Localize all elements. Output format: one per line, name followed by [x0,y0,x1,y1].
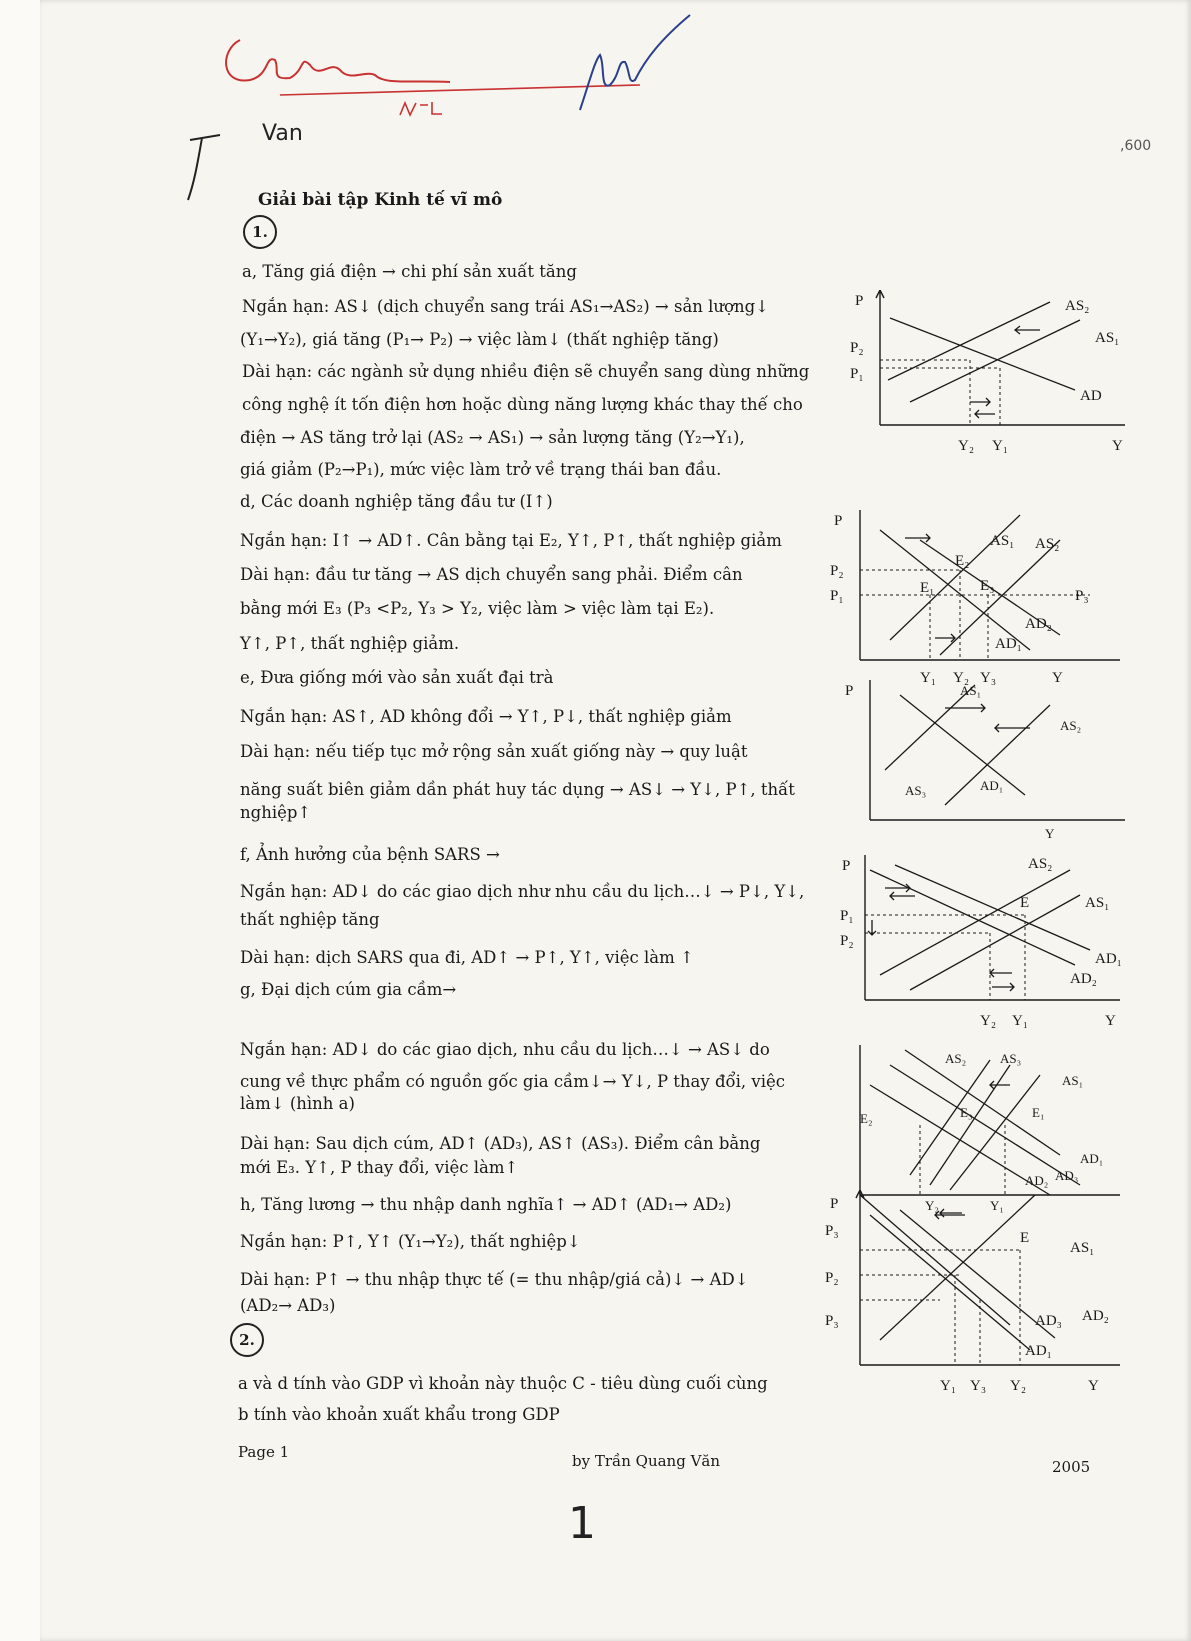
label-p2: P₂ [850,340,864,356]
label-ad2: AD₂ [1082,1308,1109,1324]
label-as2: AS₂ [1028,856,1053,872]
label-e: E [1020,1230,1030,1246]
text-line: mới E₃. Y↑, P thay đổi, việc làm↑ [240,1158,519,1177]
label-as1: AS₁ [1095,330,1120,346]
label-as1: AS₁ [1070,1240,1095,1256]
text-line: nghiệp↑ [240,803,312,822]
label-y1: Y₁ [992,438,1009,454]
graph-3 [845,680,1135,840]
label-y: Y [1088,1378,1099,1394]
text-line: Ngắn hạn: AS↑, AD không đổi → Y↑, P↓, thất nghiệp giảm [240,707,732,726]
label-e2: E₂ [860,1111,873,1126]
label-e3: E₃ [980,578,995,594]
label-ad1: AD₁ [995,636,1022,652]
label-ad2: AD₂ [1025,616,1052,632]
label-p2: P₂ [830,563,844,579]
red-signature-scribble [226,40,450,82]
text-line: Ngắn hạn: P↑, Y↑ (Y₁→Y₂), thất nghiệp↓ [240,1232,581,1251]
label-e2: E₂ [955,553,970,569]
text-line: b tính vào khoản xuất khẩu trong GDP [238,1405,560,1424]
label-e3: E₃ [960,1105,973,1120]
text-line: (AD₂→ AD₃) [240,1296,336,1315]
footer-author: by Trần Quang Văn [572,1452,721,1470]
label-ad3: AD₃ [1035,1313,1062,1329]
text-line: Dài hạn: các ngành sử dụng nhiều điện sẽ chuyển sang dùng những [242,362,810,381]
question-1-number: 1. [243,215,277,249]
label-y3: Y₃ [970,1378,987,1394]
text-line: a và d tính vào GDP vì khoản này thuộc C - tiêu dùng cuối cùng [238,1374,768,1393]
question-2-number: 2. [230,1323,264,1357]
label-y3: Y₃ [980,670,997,686]
text-line: e, Đưa giống mới vào sản xuất đại trà [240,668,554,687]
text-line: Ngắn hạn: AD↓ do các giao dịch, nhu cầu du lịch…↓ → AS↓ do [240,1040,770,1059]
blue-signature [580,15,690,110]
graph-6 [820,1190,1130,1410]
text-line: Ngắn hạn: AD↓ do các giao dịch như nhu cầu du lịch…↓ → P↓, Y↓, [240,882,805,901]
text-line: cung về thực phẩm có nguồn gốc gia cầm↓→ Y↓, P thay đổi, việc [240,1072,785,1091]
footer-page: Page 1 [238,1443,290,1461]
label-ad1: AD₁ [1025,1343,1052,1359]
label-as3: AS₃ [905,783,927,798]
label-p: P [845,683,854,699]
label-p1: P₁ [840,908,854,924]
label-p: P [830,1196,839,1212]
label-as2: AS₂ [1060,718,1082,733]
text-line: điện → AS tăng trở lại (AS₂ → AS₁) → sản lượng tăng (Y₂→Y₁), [240,428,745,447]
text-line: Dài hạn: dịch SARS qua đi, AD↑ → P↑, Y↑, việc làm ↑ [240,948,694,967]
text-line: Ngắn hạn: I↑ → AD↑. Cân bằng tại E₂, Y↑, P↑, thất nghiệp giảm [240,531,782,550]
label-ad3: AD₃ [1055,1168,1079,1183]
text-line: h, Tăng lương → thu nhập danh nghĩa↑ → AD↑ (AD₁→ AD₂) [240,1195,732,1214]
text-line: Dài hạn: Sau dịch cúm, AD↑ (AD₃), AS↑ (AS₃). Điểm cân bằng [240,1134,761,1153]
label-ad2: AD₂ [1070,971,1097,987]
text-line: Ngắn hạn: AS↓ (dịch chuyển sang trái AS₁→AS₂) → sản lượng↓ [242,297,770,316]
label-p2: P₂ [840,933,854,949]
handwritten-van: Van [262,121,303,146]
label-y2: Y₂ [925,1198,939,1213]
label-e1: E₁ [1032,1105,1045,1120]
text-line: làm↓ (hình a) [240,1094,355,1113]
text-line: Dài hạn: đầu tư tăng → AS dịch chuyển sang phải. Điểm cân [240,565,743,584]
handwritten-annotations [180,0,800,220]
text-line: Y↑, P↑, thất nghiệp giảm. [240,634,460,653]
red-initials [400,102,442,115]
label-y: Y [1045,826,1055,840]
black-t-mark [188,135,220,200]
label-e1: E₁ [920,580,935,596]
page-title: Giải bài tập Kinh tế vĩ mô [258,190,503,210]
label-p1: P₁ [850,366,864,382]
label-y1: Y₁ [920,670,937,686]
text-line: giá giảm (P₂→P₁), mức việc làm trở về trạng thái ban đầu. [240,460,722,479]
handwritten-page-number: 1 [568,1498,596,1549]
label-p3-bottom: P₃ [825,1313,839,1329]
label-y: Y [1105,1013,1116,1029]
label-y: Y [1052,670,1063,686]
label-as2: AS₂ [945,1051,967,1066]
handwritten-corner-mark: ,600 [1120,138,1152,154]
label-p: P [842,858,851,874]
label-ad: AD [1080,388,1102,404]
text-line: f, Ảnh hưởng của bệnh SARS → [240,845,500,864]
text-line: năng suất biên giảm dần phát huy tác dụng → AS↓ → Y↓, P↑, thất [240,780,795,799]
graph-1 [840,290,1130,465]
text-line: d, Các doanh nghiệp tăng đầu tư (I↑) [240,492,553,511]
label-as1: AS₁ [1085,895,1110,911]
label-y2: Y₂ [980,1013,997,1029]
text-line: (Y₁→Y₂), giá tăng (P₁→ P₂) → việc làm↓ (thất nghiệp tăng) [240,330,719,349]
label-p: P [855,293,864,309]
label-p2: P₂ [825,1270,839,1286]
text-line: thất nghiệp tăng [240,910,380,929]
label-p3: P₃ [1075,588,1089,604]
text-line: Dài hạn: P↑ → thu nhập thực tế (= thu nhập/giá cả)↓ → AD↓ [240,1270,749,1289]
label-as1: AS₁ [990,533,1015,549]
text-line: bằng mới E₃ (P₃ <P₂, Y₃ > Y₂, việc làm > việc làm tại E₂). [240,599,715,618]
label-y1: Y₁ [1012,1013,1029,1029]
label-as1: AS₁ [1062,1073,1084,1088]
label-p1: P₁ [830,588,844,604]
label-p: P [834,513,843,529]
label-p3-top: P₃ [825,1223,839,1239]
label-as2: AS₂ [1065,298,1090,314]
label-y2: Y₂ [1010,1378,1027,1394]
label-y2: Y₂ [953,670,970,686]
label-ad1: AD₁ [1095,951,1122,967]
label-as1: AS₁ [960,683,982,698]
label-y1: Y₁ [940,1378,957,1394]
text-line: công nghệ ít tốn điện hơn hoặc dùng năng lượng khác thay thế cho [242,395,803,414]
label-ad1: AD₁ [980,778,1004,793]
label-y: Y [1112,438,1123,454]
footer-year: 2005 [1052,1458,1091,1476]
text-line: a, Tăng giá điện → chi phí sản xuất tăng [242,262,577,281]
graph-4 [840,855,1130,1035]
label-e: E [1020,895,1030,911]
label-ad2: AD₂ [1025,1173,1049,1188]
graph-2 [830,510,1130,690]
label-y2: Y₂ [958,438,975,454]
label-y1: Y₁ [990,1198,1004,1213]
label-ad1: AD₁ [1080,1151,1104,1166]
label-as2: AS₂ [1035,536,1060,552]
text-line: g, Đại dịch cúm gia cầm→ [240,980,457,999]
text-line: Dài hạn: nếu tiếp tục mở rộng sản xuất giống này → quy luật [240,742,748,761]
label-as3: AS₃ [1000,1051,1022,1066]
